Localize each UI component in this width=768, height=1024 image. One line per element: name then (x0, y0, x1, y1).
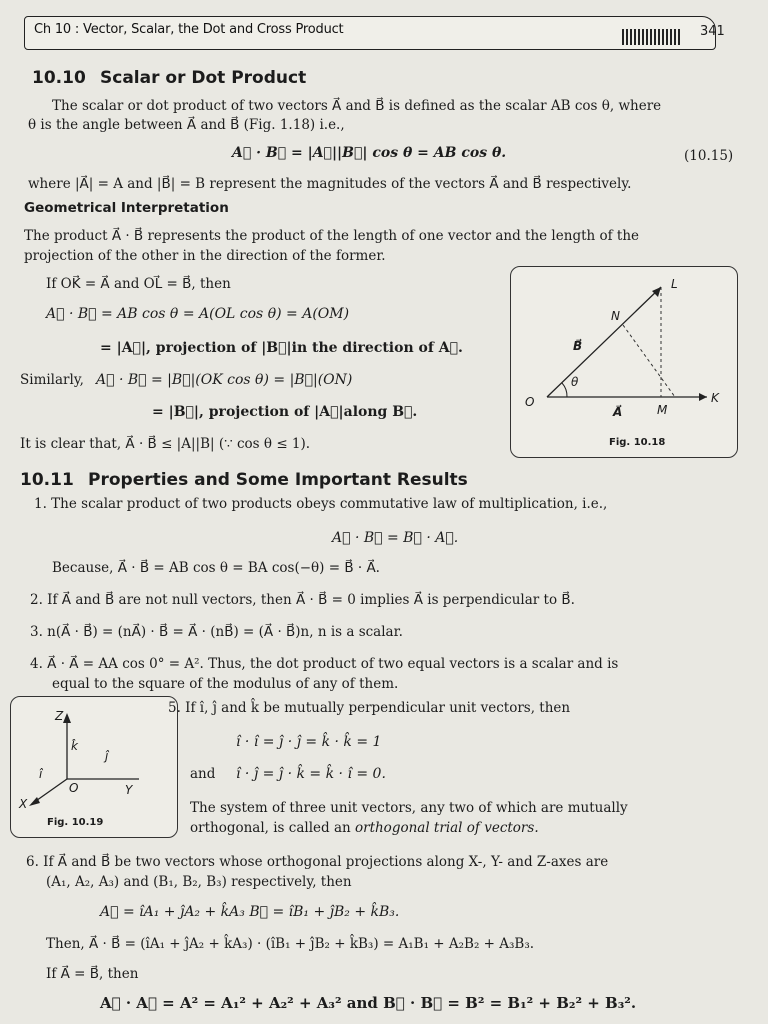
label-K: K (711, 391, 719, 405)
property-4-line-2: equal to the square of the modulus of any of them. (52, 676, 399, 692)
where-line: where |A⃗| = A and |B⃗| = B represent the magnitudes of the vectors A⃗ and B⃗ respectively. (28, 176, 632, 192)
property-5-system-line-1: The system of three unit vectors, any two of which are mutually (190, 800, 628, 816)
section-1010-number: 10.10 (32, 68, 86, 88)
label-Y: Y (125, 783, 133, 797)
property-6-line-2: (A₁, A₂, A₃) and (B₁, B₂, B₃) respectively, then (46, 874, 352, 890)
inequality-line: It is clear that, A⃗ · B⃗ ≤ |A||B| (∵ cos θ ≤ 1). (20, 436, 311, 452)
if-ok-line: If OK⃗ = A⃗ and OL⃗ = B⃗, then (46, 276, 231, 292)
property-1-because: Because, A⃗ · B⃗ = AB cos θ = BA cos(−θ) = B⃗ · A⃗. (52, 560, 380, 576)
section-1010-title: Scalar or Dot Product (100, 68, 307, 88)
eq-projection-a: A⃗ · B⃗ = AB cos θ = A(OL cos θ) = A(OM) (46, 306, 350, 322)
figure-1019-diagram (11, 697, 177, 837)
property-1-equation: A⃗ · B⃗ = B⃗ · A⃗. (332, 530, 459, 546)
geo-line-2: projection of the other in the direction of the former. (24, 248, 386, 264)
label-theta: θ (571, 375, 579, 389)
intro-line-1: The scalar or dot product of two vectors A⃗ and B⃗ is defined as the scalar AB cos θ, where (52, 98, 662, 114)
property-6-line-1: 6. If A⃗ and B⃗ be two vectors whose orthogonal projections along X-, Y- and Z-axes are (26, 854, 609, 870)
label-Z: Z (55, 709, 64, 723)
label-L: L (671, 277, 678, 291)
label-N: N (611, 309, 620, 323)
page-number: 341 (700, 24, 725, 39)
property-2: 2. If A⃗ and B⃗ are not null vectors, then A⃗ · B⃗ = 0 implies A⃗ is perpendicular to B⃗. (30, 592, 575, 608)
equation-number: (10.15) (684, 148, 734, 164)
intro-line-2: θ is the angle between A⃗ and B⃗ (Fig. 1.18) i.e., (28, 117, 345, 133)
section-1011-title: Properties and Some Important Results (88, 470, 468, 490)
property-5-eq-1: î · î = ĵ · ĵ = k̂ · k̂ = 1 (236, 734, 382, 750)
label-vector-A: A⃗ (613, 405, 623, 419)
orthogonal-trial-term: orthogonal trial of vectors. (354, 820, 539, 836)
geometrical-interpretation-heading: Geometrical Interpretation (24, 200, 229, 216)
property-5-and: and (190, 766, 216, 782)
eq-projection-d: = |B⃗|, projection of |A⃗|along B⃗. (152, 404, 418, 420)
figure-1019-caption: Fig. 10.19 (47, 817, 104, 828)
header-hatch-decoration (622, 29, 680, 45)
property-4-line-1: 4. A⃗ · A⃗ = AA cos 0° = A². Thus, the dot product of two equal vectors is a scalar and is (30, 656, 619, 672)
eq-projection-b: = |A⃗|, projection of |B⃗|in the direction of A⃗. (100, 340, 463, 356)
label-X: X (19, 797, 28, 811)
property-1-line: 1. The scalar product of two products obeys commutative law of multiplication, i.e., (34, 496, 608, 512)
chapter-title: Ch 10 : Vector, Scalar, the Dot and Cross Product (34, 22, 344, 37)
label-O: O (525, 395, 535, 409)
figure-1019-box (10, 696, 178, 838)
figure-1018-diagram (511, 267, 737, 457)
eq-projection-c: A⃗ · B⃗ = |B⃗|(OK cos θ) = |B⃗|(ON) (96, 372, 353, 388)
section-1011-number: 10.11 (20, 470, 74, 490)
geo-line-1: The product A⃗ · B⃗ represents the product of the length of one vector and the length of the (24, 228, 640, 244)
property-6-vector-components: A⃗ = îA₁ + ĵA₂ + k̂A₃ B⃗ = îB₁ + ĵB₂ + k̂B₃. (100, 904, 400, 920)
figure-1018-box (510, 266, 738, 458)
similarly-label: Similarly, (20, 372, 84, 388)
label-j-hat: ĵ (105, 749, 109, 763)
property-6-magnitude-squares: A⃗ · A⃗ = A² = A₁² + A₂² + A₃² and B⃗ · B⃗ = B² = B₁² + B₂² + B₃². (100, 994, 637, 1012)
property-5-system-line-2 (190, 820, 539, 836)
figure-1018-caption: Fig. 10.18 (609, 437, 666, 448)
label-M: M (657, 403, 668, 417)
property-5-line-1: 5. If î, ĵ and k̂ be mutually perpendicular unit vectors, then (168, 700, 571, 716)
property-6-then-line: Then, A⃗ · B⃗ = (îA₁ + ĵA₂ + k̂A₃) · (îB₁ + ĵB₂ + k̂B₃) = A₁B₁ + A₂B₂ + A₃B₃. (46, 936, 535, 952)
property-5-system-text: orthogonal, is called an (190, 820, 355, 836)
property-5-eq-2: î · ĵ = ĵ · k̂ = k̂ · î = 0. (236, 766, 386, 782)
property-6-if-line: If A⃗ = B⃗, then (46, 966, 139, 982)
dot-product-formula: A⃗ · B⃗ = |A⃗||B⃗| cos θ = AB cos θ. (232, 145, 507, 161)
property-3: 3. n(A⃗ · B⃗) = (nA⃗) · B⃗ = A⃗ · (nB⃗) = (A⃗ · B⃗)n, n is a scalar. (30, 624, 403, 640)
label-i-hat: î (39, 767, 43, 781)
label-origin: O (69, 781, 79, 795)
label-k-hat: k̂ (71, 739, 78, 753)
label-vector-B: B⃗ (573, 339, 583, 353)
